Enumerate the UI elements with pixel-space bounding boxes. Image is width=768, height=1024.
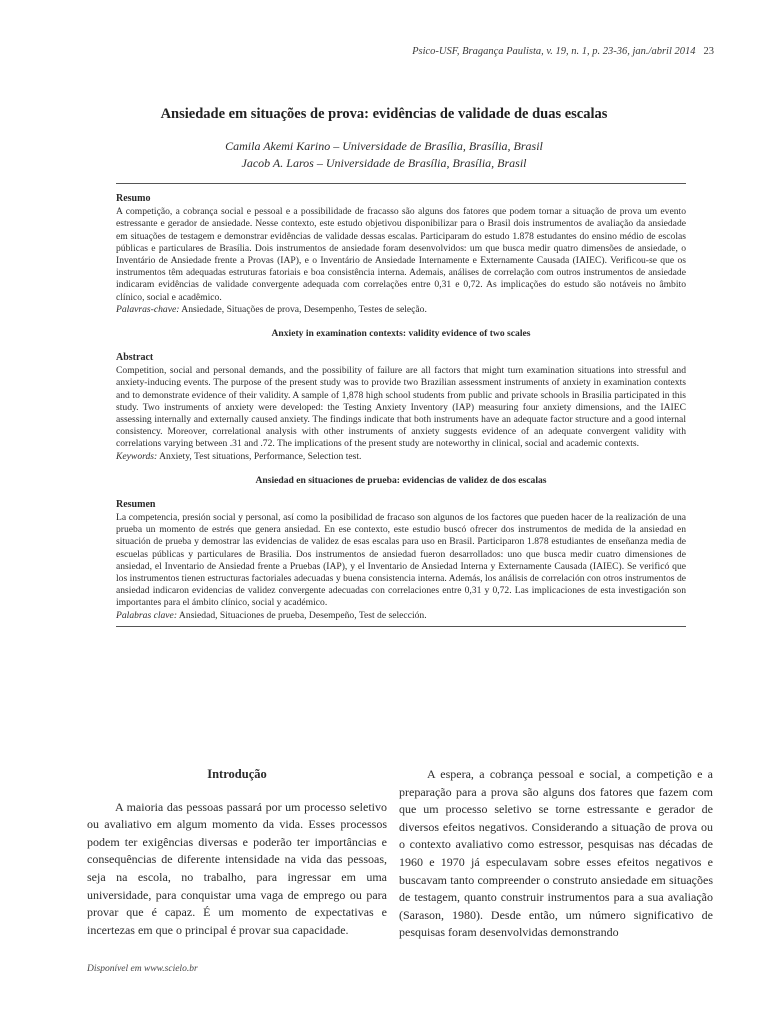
- author-line: Jacob A. Laros – Universidade de Brasília, Brasília, Brasil: [241, 156, 527, 170]
- abstracts-box: [116, 183, 686, 627]
- page-number: 23: [703, 46, 714, 57]
- abstract-text: Competition, social and personal demands, and the possibility of failure are all factors that might turn examination situations into stressful and anxiety-inducing events. The purpose of the present study was to provide two Brazilian assessment instruments of anxiety in examination contexts and to demonstrate evidence of their validity. A sample of 1,878 high school students from public and private schools in Brasilia participated in this study. Two instruments of anxiety were developed: the Testing Anxiety Inventory (IAP) measuring four anxiety dimensions, and the IAIEC assessing internally and externally caused anxiety. The findings indicate that both instruments have an adequate factor structure and a good internal consistency. Moreover, correlational analysis with other instruments of anxiety suggests evidence of an adequate convergent validity with correlations varying between .31 and .72. The implications of the present study are noteworthy in clinical, social and academic contexts.: [116, 365, 686, 450]
- resumo-heading: Resumo: [116, 193, 151, 204]
- author-list: [0, 138, 768, 172]
- resumen-block: [116, 499, 686, 622]
- abstract-keywords-value: Anxiety, Test situations, Performance, Selection test.: [159, 450, 362, 462]
- resumo-text: A competição, a cobrança social e pessoal e a possibilidade de fracasso são alguns dos fatores que podem tornar a situação de prova um evento estressante e gerador de ansiedade. Nesse contexto, este estudo objetivou disponibilizar para o Brasil dois instrumentos de avaliação da ansiedade em situações de testagem e demonstrar evidências de validade dessas escalas. Participaram do estudo 1.878 estudantes do ensino médio de escolas públicas e particulares de Brasília. Dois instrumentos de ansiedade foram desenvolvidos: um que busca medir quatro dimensões de ansiedade, o Inventário de Ansiedade frente a Provas (IAP), e o Inventário de Ansiedade Internamente e Externamente Causada (IAIEC). Verificou-se que os instrumentos têm adequadas estruturas fatoriais e boa consistência interna. Ademais, análises de correlação com outros instrumentos de ansiedade indicaram evidências de validade convergente adequada com correlações entre 0,31 e 0,72. As implicações do estudo são notáveis no âmbito clínico, social e acadêmico.: [116, 206, 686, 303]
- english-title: Anxiety in examination contexts: validity evidence of two scales: [271, 328, 531, 340]
- body-column-left: [87, 766, 387, 939]
- article-title: Ansiedade em situações de prova: evidências de validade de duas escalas: [160, 106, 608, 122]
- abstract-keywords: [116, 451, 686, 463]
- body-paragraph: A maioria das pessoas passará por um processo seletivo ou avaliativo em algum momento da vida. Esses processos podem ter exigências diversas e poderão ter importâncias e consequências de diferente intensidade na vida das pessoas, seja na escola, no trabalho, para ingressar em uma universidade, para conquistar uma vaga de emprego ou para provar que é capaz. É um momento de expectativas e incertezas em que o principal é provar sua capacidade.: [87, 799, 387, 937]
- resumen-keywords: [116, 610, 686, 622]
- abstract-keywords-label: Keywords:: [116, 450, 158, 462]
- resumo-keywords-label: Palavras-chave:: [116, 303, 180, 315]
- author-line: Camila Akemi Karino – Universidade de Brasília, Brasília, Brasil: [225, 139, 543, 153]
- resumo-keywords-value: Ansiedade, Situações de prova, Desempenho, Testes de seleção.: [181, 303, 427, 315]
- abstract-heading: Abstract: [116, 352, 154, 364]
- intro-heading: Introdução: [207, 767, 267, 781]
- body-paragraph: A espera, a cobrança pessoal e social, a competição e a preparação para a prova são alguns dos fatores que fazem com que um processo seletivo se torne estressante e gerador de diversos efeitos negativos. Considerando a situação de prova ou o contexto avaliativo como estressor, pesquisas nas décadas de 1960 e 1970 já especulavam sobre esses efeitos negativos e buscavam tanto compreender o construto ansiedade em situações de testagem, quanto construir instrumentos para a sua avaliação (Sarason, 1980). Desde então, um número significativo de pesquisas foram desenvolvidas demonstrando: [399, 767, 713, 940]
- availability-footer: Disponível em www.scielo.br: [87, 964, 198, 974]
- resumen-keywords-label: Palabras clave:: [116, 609, 178, 621]
- spanish-title: Ansiedad en situaciones de prueba: evidencias de validez de dos escalas: [255, 474, 547, 486]
- running-head-citation: Psico-USF, Bragança Paulista, v. 19, n. 1, p. 23-36, jan./abril 2014: [412, 46, 696, 57]
- resumen-heading: Resumen: [116, 498, 156, 510]
- resumo-block: [116, 193, 686, 316]
- resumo-keywords: [116, 304, 686, 316]
- body-column-right: [399, 766, 713, 942]
- abstract-block: [116, 352, 686, 463]
- resumen-text: La competencia, presión social y personal, así como la posibilidad de fracaso son algunos de los factores que pueden hacer de la realización de una prueba un momento de estrés que genera ansiedad. En ese contexto, este estudio buscó ofrecer dos instrumentos de medida de la ansiedad en situación de prueba y demostrar las evidencias de validez de esas escalas para uso en Brasil. Participaron 1.878 estudiantes de enseñanza media de escuelas públicas y particulares de Brasilia. Dos instrumentos de ansiedad fueron desarrollados: uno que busca medir cuatro dimensiones de ansiedad, el Inventario de Ansiedad frente a Pruebas (IAP), y el Inventario de Ansiedad Interna y Externamente Causada (IAIEC). Se verificó que los instrumentos tienen estructuras factoriales adecuadas y buena consistencia interna. Además, los análisis de correlación con otros instrumentos de ansiedad indicaron evidencias de validez convergente adecuadas con correlaciones entre 0,31 y 0,72. Las implicaciones de esta investigación son importantes para el ámbito clínico, social y académico.: [116, 512, 686, 609]
- resumen-keywords-value: Ansiedad, Situaciones de prueba, Desempeño, Test de selección.: [178, 609, 427, 621]
- running-head: [412, 46, 714, 57]
